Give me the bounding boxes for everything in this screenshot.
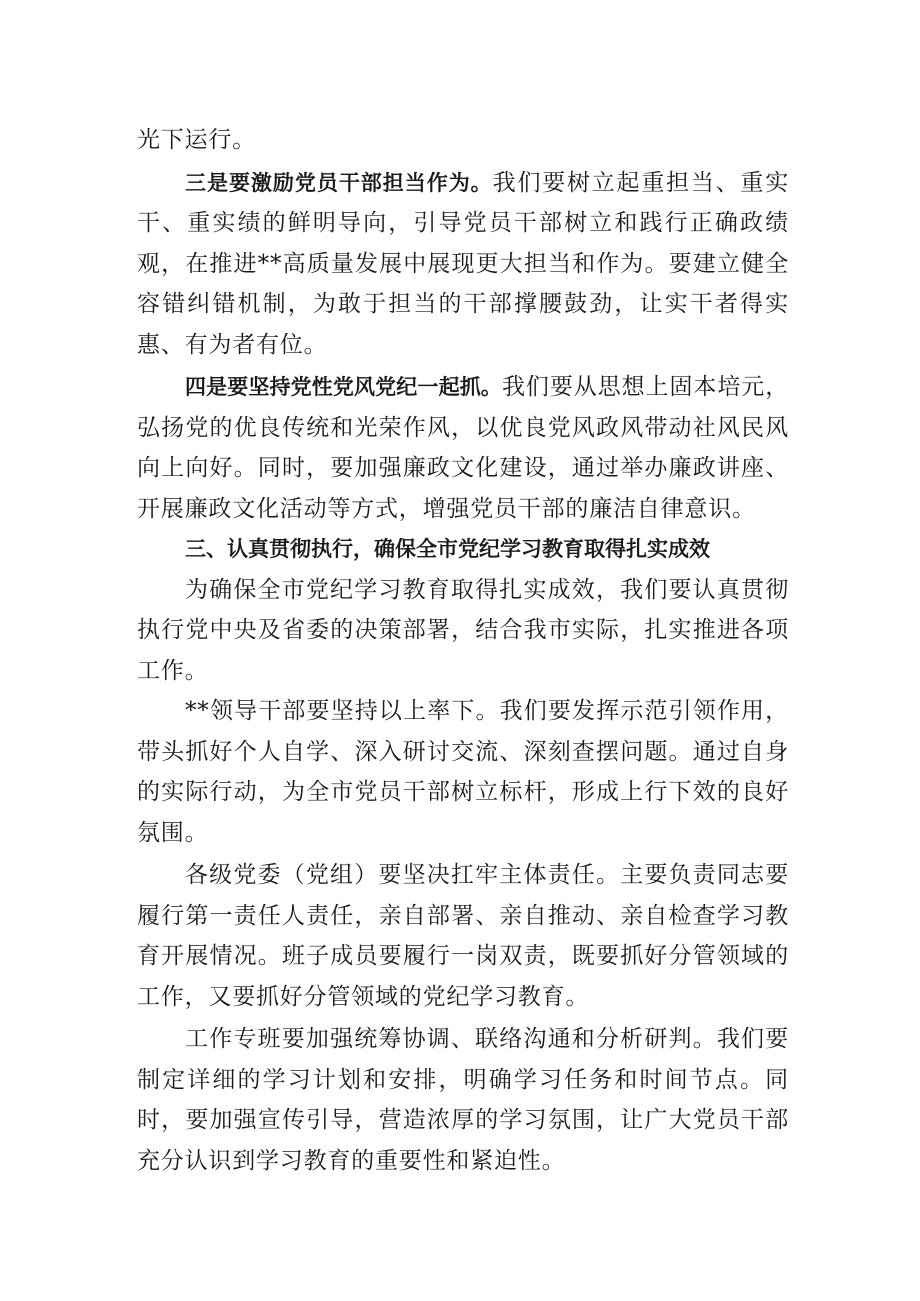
paragraph-lead-bold: 三是要激励党员干部担当作为。 [185,170,493,195]
paragraph-party-committees: 各级党委（党组）要坚决扛牢主体责任。主要负责同志要履行第一责任人责任，亲自部署、亲自推动、亲自检查学习教育开展情况。班子成员要履行一岗双责，既要抓好分管领域的工作，又要抓好分管领域的党纪学习教育。 [137,862,789,1010]
paragraph-intro: 为确保全市党纪学习教育取得扎实成效，我们要认真贯彻执行党中央及省委的决策部署，结合我市实际，扎实推进各项工作。 [137,576,789,684]
paragraph-task-force: 工作专班要加强统筹协调、联络沟通和分析研判。我们要制定详细的学习计划和安排，明确学习任务和时间节点。同时，要加强宣传引导，营造浓厚的学习氛围，让广大党员干部充分认识到学习教育的重要性和紧迫性。 [137,1026,789,1174]
section-heading: 三、认真贯彻执行，确保全市党纪学习教育取得扎实成效 [185,537,710,561]
paragraph-leaders: **领导干部要坚持以上率下。我们要发挥示范引领作用，带头抓好个人自学、深入研讨交流、深刻查摆问题。通过自身的实际行动，为全市党员干部树立标杆，形成上行下效的良好氛围。 [137,698,789,846]
paragraph-party-discipline [137,367,789,529]
document-page [137,120,789,1181]
paragraph-lead-bold: 四是要坚持党性党风党纪一起抓。 [185,375,502,399]
paragraph-body: 我们要从思想上固本培元，弘扬党的优良传统和光荣作风，以优良党风政风带动社风民风向上向好。同时，要加强廉政文化建设，通过举办廉政讲座、开展廉政文化活动等方式，增强党员干部的廉洁自律意识。 [137,374,790,522]
paragraph-continuation: 光下运行。 [137,127,256,153]
paragraph-encourage-officials [137,163,789,366]
paragraph-body: 我们要树立起重担当、重实干、重实绩的鲜明导向，引导党员干部树立和践行正确政绩观，在推进**高质量发展中展现更大担当和作为。要建立健全容错纠错机制，为敢于担当的干部撑腰鼓劲，让实干者得实惠、有为者有位。 [137,169,790,358]
